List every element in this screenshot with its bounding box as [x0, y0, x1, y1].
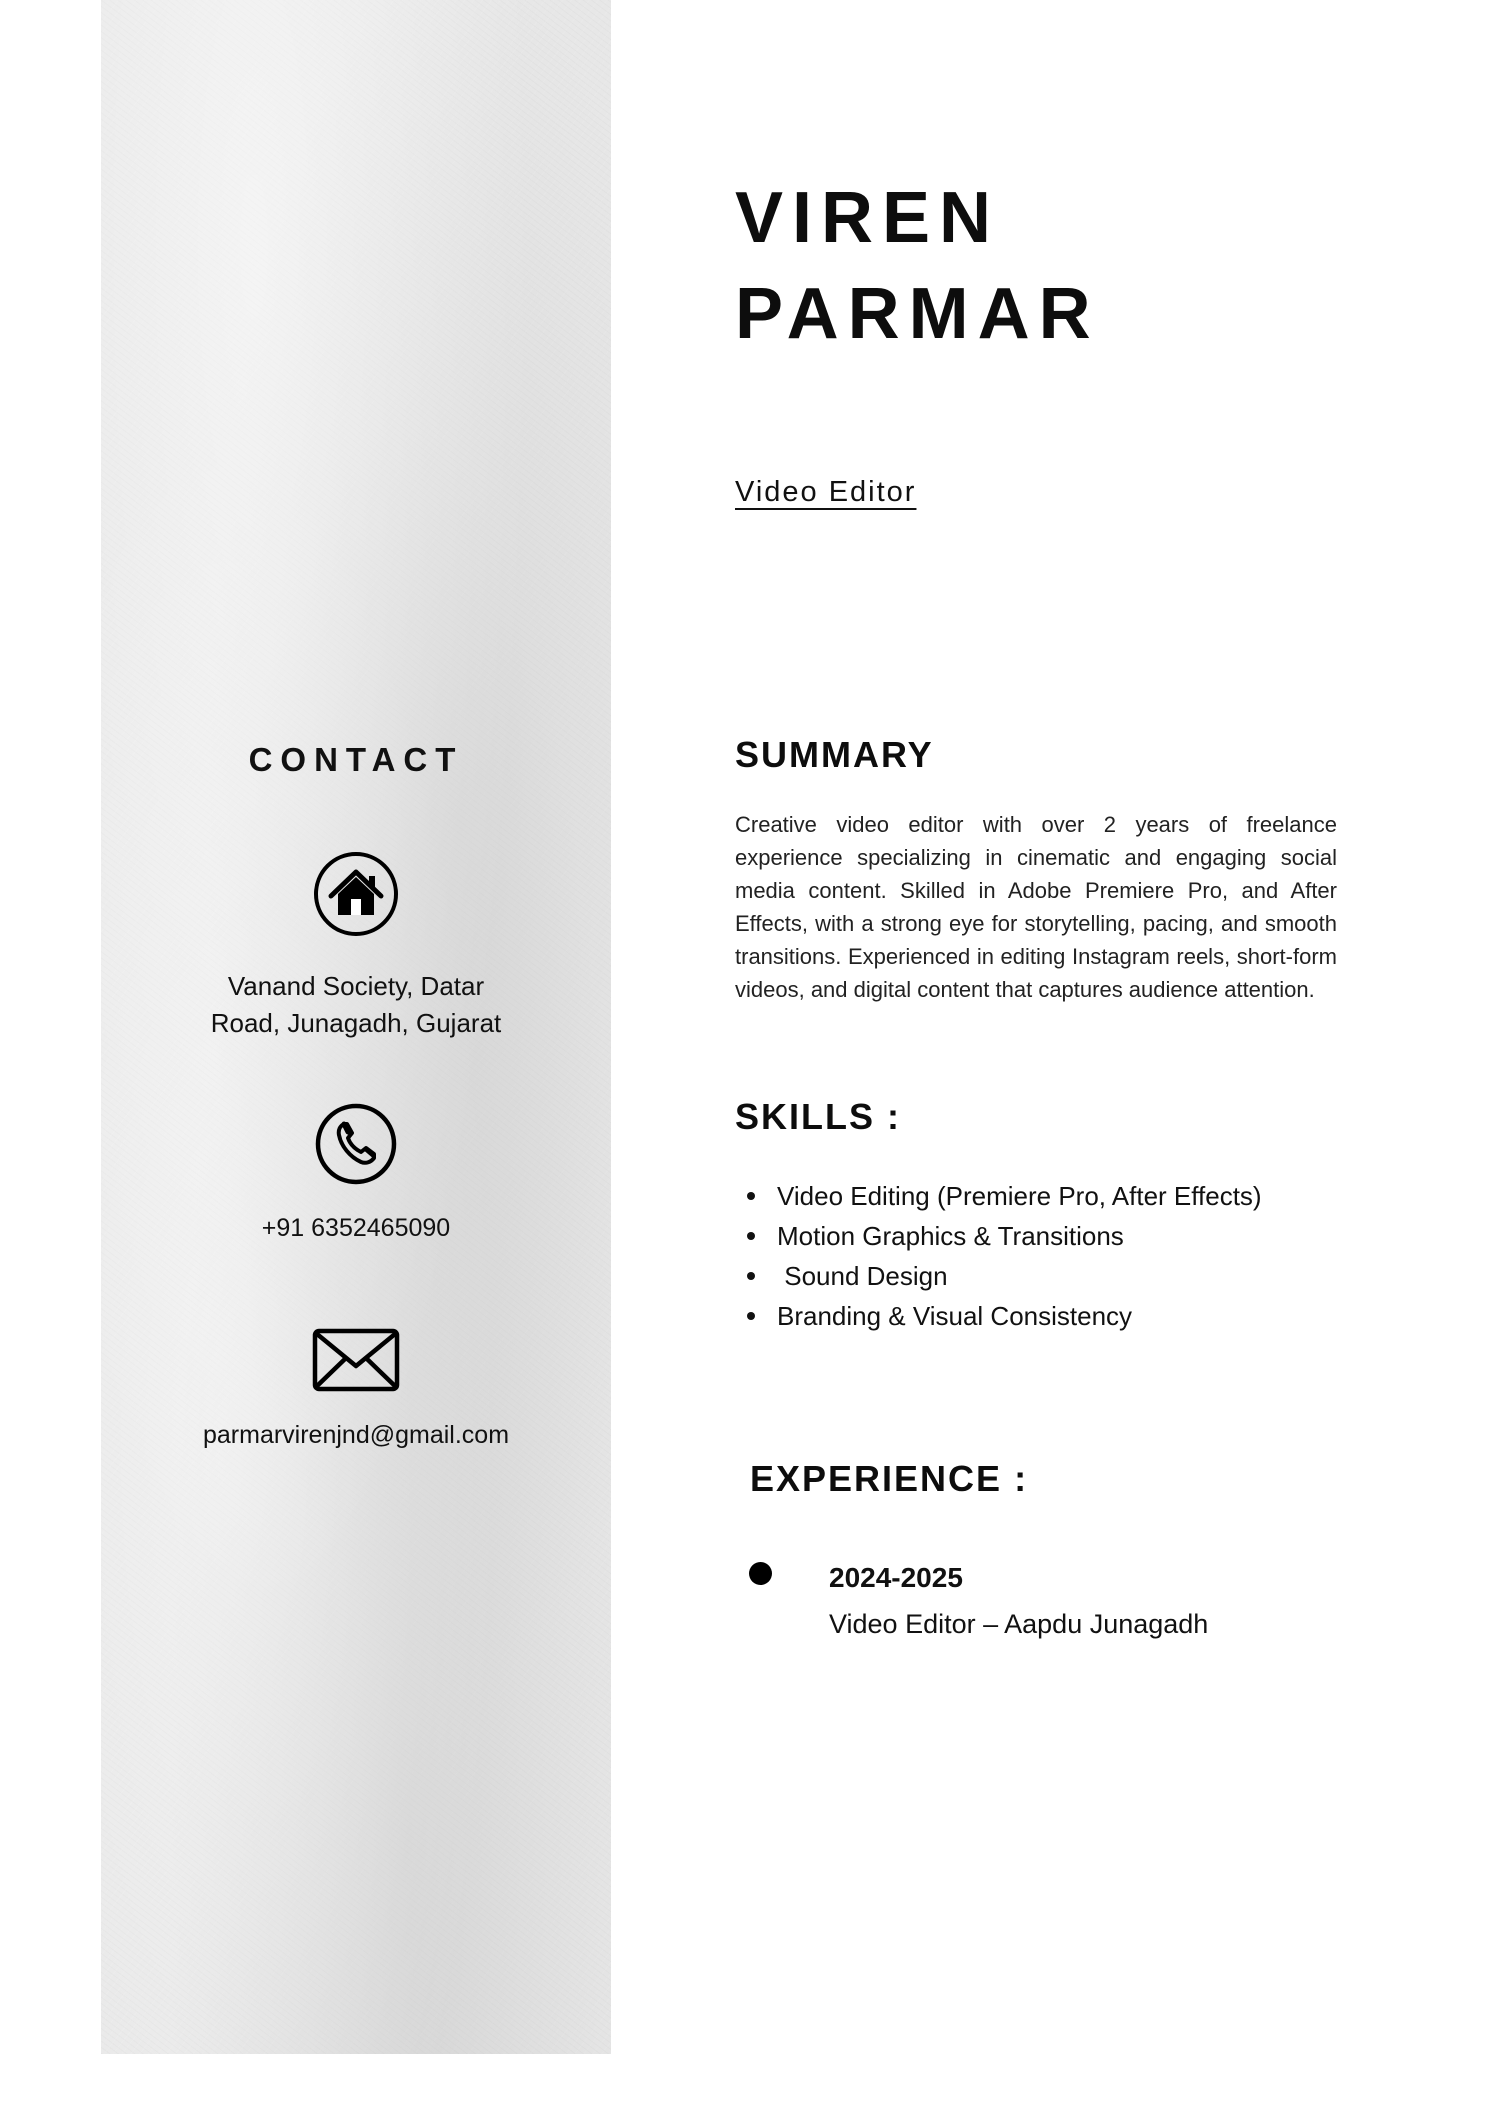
skill-item: Motion Graphics & Transitions [777, 1216, 1277, 1256]
experience-role: Video Editor – Aapdu Junagadh [829, 1609, 1209, 1639]
timeline-bullet [749, 1562, 772, 1585]
home-icon [313, 851, 399, 937]
address-line-2: Road, Junagadh, Gujarat [210, 1008, 502, 1038]
skills-heading: SKILLS : [735, 1096, 901, 1137]
name-last: PARMAR [735, 274, 1100, 354]
phone-number[interactable]: +91 6352465090 [261, 1214, 451, 1242]
contact-heading: CONTACT [248, 741, 464, 778]
phone-icon [314, 1102, 398, 1186]
job-title: Video Editor [735, 476, 917, 508]
email-address[interactable]: parmarvirenjnd@gmail.com [202, 1421, 510, 1449]
skills-list [735, 1176, 1277, 1336]
skill-item: Branding & Visual Consistency [777, 1296, 1277, 1336]
experience-years: 2024-2025 [829, 1562, 963, 1593]
summary-heading: SUMMARY [735, 734, 934, 775]
summary-text: Creative video editor with over 2 years of freelance experience specializing in cinematic and engaging social media content. Skilled in Adobe Premiere Pro, and After Effects, with a strong eye for storytelling, pacing, and smooth transitions. Experienced in editing Instagram reels, short-form videos, and digital content that captures audience attention. [735, 812, 1337, 1002]
skill-item: Video Editing (Premiere Pro, After Effects) [777, 1176, 1277, 1216]
address-line-1: Vanand Society, Datar [227, 971, 485, 1001]
mail-icon [312, 1328, 400, 1392]
skill-item: Sound Design [777, 1256, 1277, 1296]
experience-heading: EXPERIENCE : [750, 1458, 1029, 1499]
name-first: VIREN [735, 178, 1001, 258]
